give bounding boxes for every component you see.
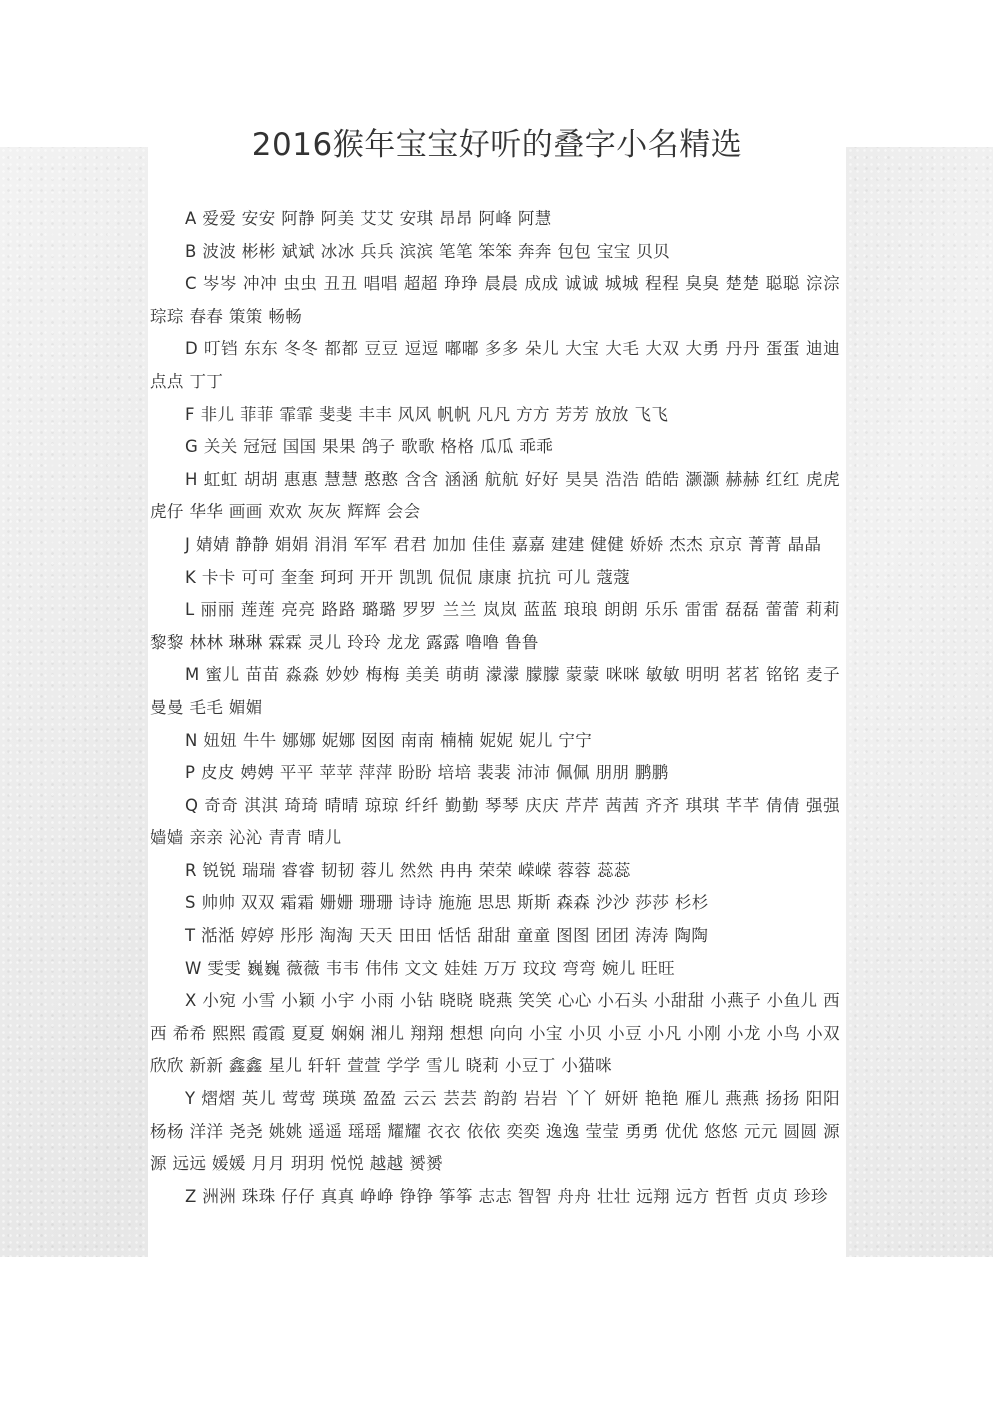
section-m — [150, 659, 840, 724]
section-letter: R — [185, 860, 197, 880]
section-names: 皮皮 娉娉 平平 苹苹 萍萍 盼盼 培培 裴裴 沛沛 佩佩 朋朋 鹏鹏 — [201, 763, 669, 783]
section-p — [150, 757, 840, 790]
section-n — [150, 725, 840, 758]
section-letter: F — [185, 404, 195, 424]
section-a — [150, 203, 840, 236]
section-names: 熠熠 英儿 莺莺 瑛瑛 盈盈 云云 芸芸 韵韵 岩岩 丫丫 妍妍 艳艳 雁儿 燕燕 扬扬 阳阳 杨杨 洋洋 尧尧 姚姚 遥遥 瑶瑶 耀耀 衣衣 依依 奕奕 逸逸 莹莹 勇勇 优优 悠悠 元元 圆圆 源源 远远 媛媛 月月 玥玥 悦悦 越越 赟赟 — [150, 1089, 840, 1174]
section-letter: H — [185, 469, 198, 489]
section-names: 湉湉 婷婷 彤彤 淘淘 天天 田田 恬恬 甜甜 童童 图图 团团 涛涛 陶陶 — [201, 926, 709, 946]
section-letter: T — [185, 926, 196, 946]
section-letter: P — [185, 763, 196, 783]
section-names: 丽丽 莲莲 亮亮 路路 璐璐 罗罗 兰兰 岚岚 蓝蓝 琅琅 朗朗 乐乐 雷雷 磊磊 蕾蕾 莉莉 黎黎 林林 琳琳 霖霖 灵儿 玲玲 龙龙 露露 噜噜 鲁鲁 — [150, 600, 840, 652]
section-names: 雯雯 巍巍 薇薇 韦韦 伟伟 文文 娃娃 万万 玟玟 弯弯 婉儿 旺旺 — [207, 958, 676, 978]
section-letter: Q — [185, 795, 199, 815]
section-letter: D — [185, 339, 199, 359]
section-r — [150, 855, 840, 888]
section-letter: X — [185, 991, 197, 1011]
section-names: 爱爱 安安 阿静 阿美 艾艾 安琪 昂昂 阿峰 阿慧 — [202, 209, 552, 228]
section-names: 叮铛 东东 冬冬 都都 豆豆 逗逗 嘟嘟 多多 朵儿 大宝 大毛 大双 大勇 丹丹 蛋蛋 迪迪 点点 丁丁 — [150, 339, 840, 391]
section-b — [150, 236, 840, 269]
section-names: 波波 彬彬 斌斌 冰冰 兵兵 滨滨 笔笔 笨笨 奔奔 包包 宝宝 贝贝 — [202, 241, 671, 261]
section-g — [150, 431, 840, 464]
section-s — [150, 887, 840, 920]
name-list — [150, 203, 840, 1213]
section-d — [150, 333, 840, 398]
section-h — [150, 464, 840, 529]
section-letter: W — [185, 958, 202, 978]
section-w — [150, 953, 840, 986]
section-f — [150, 399, 840, 432]
section-names: 洲洲 珠珠 仔仔 真真 峥峥 铮铮 筝筝 志志 智智 舟舟 壮壮 远翔 远方 哲哲 贞贞 珍珍 — [202, 1186, 828, 1206]
section-letter: J — [185, 534, 191, 554]
section-x — [150, 985, 840, 1083]
section-names: 关关 冠冠 国国 果果 鸽子 歌歌 格格 瓜瓜 乖乖 — [203, 437, 554, 457]
section-names: 岑岑 冲冲 虫虫 丑丑 唱唱 超超 琤琤 晨晨 成成 诚诚 城城 程程 臭臭 楚楚 聪聪 淙淙 琮琮 春春 策策 畅畅 — [150, 274, 840, 326]
page-title: 2016猴年宝宝好听的叠字小名精选 — [148, 120, 846, 170]
section-names: 卡卡 可可 奎奎 珂珂 开开 凯凯 侃侃 康康 抗抗 可儿 蔻蔻 — [201, 567, 631, 587]
section-letter: C — [185, 274, 197, 294]
section-names: 虹虹 胡胡 惠惠 慧慧 憨憨 含含 涵涵 航航 好好 昊昊 浩浩 皓皓 灏灏 赫赫 红红 虎虎 虎仔 华华 画画 欢欢 灰灰 辉辉 会会 — [150, 469, 840, 522]
section-y — [150, 1083, 840, 1181]
section-letter: L — [185, 600, 195, 620]
section-letter: N — [185, 730, 198, 750]
section-names: 蜜儿 苗苗 淼淼 妙妙 梅梅 美美 萌萌 濛濛 朦朦 蒙蒙 咪咪 敏敏 明明 茗茗 铭铭 麦子 曼曼 毛毛 媚媚 — [150, 665, 840, 717]
section-names: 锐锐 瑞瑞 睿睿 韧韧 蓉儿 然然 冉冉 荣荣 嵘嵘 蓉蓉 蕊蕊 — [202, 860, 631, 880]
section-l — [150, 594, 840, 659]
section-letter: S — [185, 893, 196, 913]
section-letter: B — [185, 241, 197, 261]
section-letter: G — [185, 437, 199, 457]
section-letter: M — [185, 665, 200, 685]
section-t — [150, 920, 840, 953]
section-j — [150, 529, 840, 562]
section-letter: K — [185, 567, 197, 587]
section-names: 婧婧 静静 娟娟 涓涓 军军 君君 加加 佳佳 嘉嘉 建建 健健 娇娇 杰杰 京京 菁菁 晶晶 — [195, 534, 822, 554]
section-letter: Y — [185, 1089, 196, 1109]
section-names: 妞妞 牛牛 娜娜 妮娜 囡囡 南南 楠楠 妮妮 妮儿 宁宁 — [203, 730, 593, 750]
section-letter: A — [185, 209, 197, 228]
section-letter: Z — [185, 1186, 197, 1206]
section-c — [150, 268, 840, 333]
section-names: 小宛 小雪 小颖 小宇 小雨 小钻 晓晓 晓燕 笑笑 心心 小石头 小甜甜 小燕子 小鱼儿 西西 希希 熙熙 霞霞 夏夏 娴娴 湘儿 翔翔 想想 向向 小宝 小贝 小豆 小凡 小刚 小龙 小鸟 小双 欣欣 新新 鑫鑫 星儿 轩轩 萱萱 学学 雪儿 晓莉 小豆丁 小猫咪 — [150, 991, 840, 1076]
section-z — [150, 1181, 840, 1214]
section-k — [150, 562, 840, 595]
section-names: 非儿 菲菲 霏霏 斐斐 丰丰 风风 帆帆 凡凡 方方 芳芳 放放 飞飞 — [200, 404, 669, 424]
section-names: 帅帅 双双 霜霜 姗姗 珊珊 诗诗 施施 思思 斯斯 森森 沙沙 莎莎 杉杉 — [201, 893, 709, 913]
section-q — [150, 790, 840, 855]
section-names: 奇奇 淇淇 琦琦 晴晴 琼琼 纤纤 勤勤 琴琴 庆庆 芹芹 茜茜 齐齐 琪琪 芊芊 倩倩 强强 嫱嫱 亲亲 沁沁 青青 晴儿 — [150, 795, 840, 848]
